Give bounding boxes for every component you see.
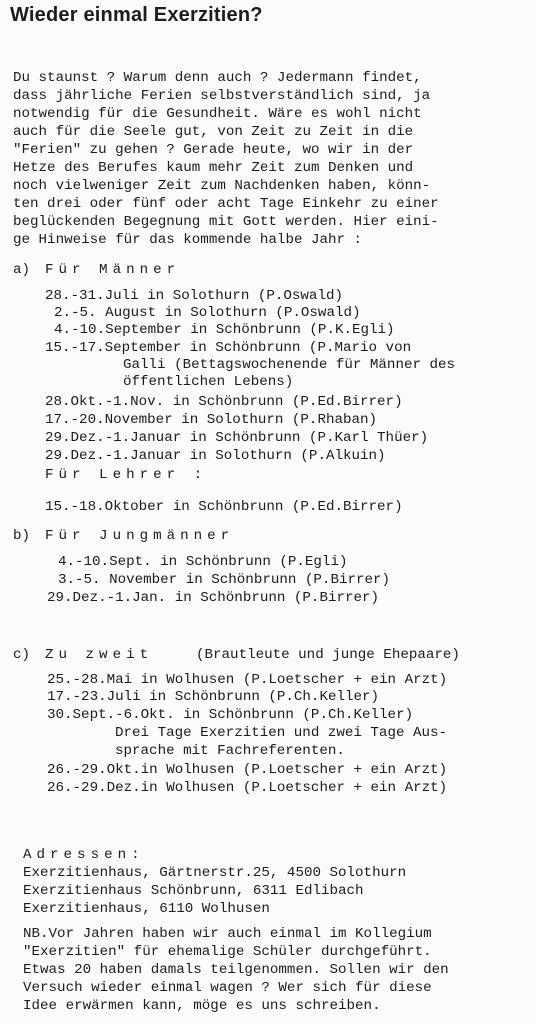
- section-b-entry: 29.Dez.-1.Jan. in Schönbrunn (P.Birrer): [47, 590, 380, 606]
- section-b-entry: 4.-10.Sept. in Schönbrunn (P.Egli): [58, 554, 348, 570]
- section-c-entry: 30.Sept.-6.Okt. in Schönbrunn (P.Ch.Keller): [47, 707, 414, 723]
- note-line: Versuch wieder einmal wagen ? Wer sich für diese: [23, 980, 432, 996]
- section-c-entry: 26.-29.Dez.in Wolhusen (P.Loetscher + ein Arzt): [47, 780, 448, 796]
- intro-line: noch vielweniger Zeit zum Nachdenken haben, könn-: [13, 178, 431, 194]
- section-c-heading-note: (Brautleute und junge Ehepaare): [196, 647, 460, 663]
- section-a-entry: 2.-5. August in Solothurn (P.Oswald): [54, 305, 361, 321]
- section-a-entry: 29.Dez.-1.Januar in Solothurn (P.Alkuin): [45, 448, 386, 464]
- address-line: Exerzitienhaus Schönbrunn, 6311 Edlibach: [23, 883, 364, 899]
- section-a-entry: Galli (Bettagswochenende für Männer des: [123, 357, 456, 373]
- section-c-heading: Zu zweit: [45, 647, 154, 663]
- section-c-entry: 26.-29.Okt.in Wolhusen (P.Loetscher + ein Arzt): [47, 762, 448, 778]
- intro-line: ge Hinweise für das kommende halbe Jahr :: [13, 232, 363, 248]
- section-a-letter: a): [13, 262, 31, 278]
- address-line: Exerzitienhaus, Gärtnerstr.25, 4500 Solothurn: [23, 865, 407, 881]
- section-b-entry: 3.-5. November in Schönbrunn (P.Birrer): [58, 572, 391, 588]
- section-a-entry: 15.-17.September in Schönbrunn (P.Mario von: [45, 340, 412, 356]
- addresses-heading: Adressen:: [23, 847, 145, 863]
- intro-line: Hetze des Berufes kaum mehr Zeit zum Denken und: [13, 160, 414, 176]
- section-a-entry: 4.-10.September in Schönbrunn (P.K.Egli): [54, 322, 395, 338]
- section-a-entry: 29.Dez.-1.Januar in Schönbrunn (P.Karl Thüer): [45, 430, 429, 446]
- address-line: Exerzitienhaus, 6110 Wolhusen: [23, 901, 270, 917]
- intro-line: Du staunst ? Warum denn auch ? Jedermann findet,: [13, 70, 422, 86]
- section-c-entry: Drei Tage Exerzitien und zwei Tage Aus-: [115, 725, 448, 741]
- intro-line: dass jährliche Ferien selbstverständlich sind, ja: [13, 88, 431, 104]
- section-a-subentry: 15.-18.Oktober in Schönbrunn (P.Ed.Birrer): [45, 499, 403, 515]
- section-a-entry: öffentlichen Lebens): [123, 374, 294, 390]
- section-a-subheading: Für Lehrer :: [45, 467, 208, 483]
- intro-line: notwendig für die Gesundheit. Wäre es wohl nicht: [13, 106, 422, 122]
- intro-line: ten drei oder fünf oder acht Tage Einkehr zu einer: [13, 196, 439, 212]
- section-b-letter: b): [13, 528, 31, 544]
- intro-line: auch für die Seele gut, von Zeit zu Zeit in die: [13, 124, 414, 140]
- page-title: Wieder einmal Exerzitien?: [10, 4, 263, 26]
- section-a-entry: 17.-20.November in Solothurn (P.Rhaban): [45, 412, 378, 428]
- section-b-heading: Für Jungmänner: [45, 528, 235, 544]
- section-c-entry: sprache mit Fachreferenten.: [115, 743, 345, 759]
- section-a-entry: 28.-31.Juli in Solothurn (P.Oswald): [45, 288, 343, 304]
- section-c-entry: 25.-28.Mai in Wolhusen (P.Loetscher + ein Arzt): [47, 672, 448, 688]
- intro-line: "Ferien" zu gehen ? Gerade heute, wo wir in der: [13, 142, 414, 158]
- note-line: Idee erwärmen kann, möge es uns schreiben.: [23, 998, 381, 1014]
- note-line: Etwas 20 haben damals teilgenommen. Sollen wir den: [23, 962, 449, 978]
- section-c-entry: 17.-23.Juli in Schönbrunn (P.Ch.Keller): [47, 689, 380, 705]
- intro-line: beglückenden Begegnung mit Gott werden. Hier eini-: [13, 214, 439, 230]
- section-a-entry: 28.Okt.-1.Nov. in Schönbrunn (P.Ed.Birrer): [45, 394, 403, 410]
- section-a-heading: Für Männer: [45, 262, 181, 278]
- note-line: "Exerzitien" für ehemalige Schüler durchgeführt.: [23, 944, 432, 960]
- section-c-letter: c): [13, 647, 31, 663]
- note-line: NB.Vor Jahren haben wir auch einmal im Kollegium: [23, 926, 432, 942]
